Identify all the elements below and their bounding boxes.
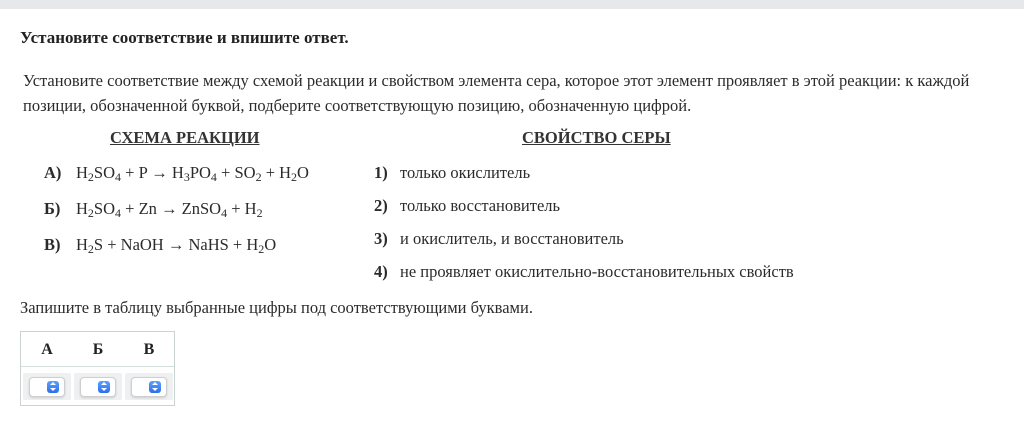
task-instructions: Установите соответствие между схемой реакции и свойством элемента сера, которое этот элемент проявляет в этой реакции: к каждой позиции, обозначенной буквой, подберите соответствующую позицию, обозначенную цифрой.	[23, 71, 970, 115]
answer-table-header	[21, 332, 174, 367]
answer-select-b[interactable]	[80, 377, 116, 397]
property-number: 4)	[374, 262, 388, 281]
updown-chevron-icon	[47, 381, 59, 393]
answer-table	[20, 331, 175, 406]
column-letter-a: А	[41, 341, 53, 358]
reaction-row-a	[44, 163, 309, 183]
reaction-letter: В)	[44, 235, 61, 254]
updown-chevron-icon	[149, 381, 161, 393]
top-bar	[0, 0, 1024, 9]
sulfur-property-header: СВОЙСТВО СЕРЫ	[522, 128, 671, 147]
property-text: не проявляет окислительно-восстановительных свойств	[400, 262, 794, 281]
reaction-letter: Б)	[44, 199, 61, 218]
reaction-equation: $H_2S$ + NaOH → NaHS + $H_2O$	[76, 235, 277, 256]
task-title: Установите соответствие и впишите ответ.	[20, 28, 349, 47]
property-item-4	[374, 262, 794, 282]
property-item-2	[374, 196, 560, 216]
reaction-equation: $H_2SO_4 + P \to H_3PO_4 + SO_2 + H_2O$	[76, 163, 309, 184]
property-item-3	[374, 229, 624, 249]
property-text: только восстановитель	[400, 196, 561, 215]
answer-instruction: Запишите в таблицу выбранные цифры под соответствующими буквами.	[20, 298, 533, 317]
property-text: только окислитель	[400, 163, 531, 182]
property-number: 1)	[374, 163, 388, 182]
column-letter-b: Б	[92, 341, 104, 358]
reaction-row-v	[44, 235, 276, 255]
property-item-1	[374, 163, 530, 183]
updown-chevron-icon	[98, 381, 110, 393]
answer-select-v[interactable]	[131, 377, 167, 397]
column-letter-v: В	[143, 341, 155, 358]
reaction-scheme-header: СХЕМА РЕАКЦИИ	[110, 128, 260, 147]
reaction-row-b	[44, 199, 263, 219]
reaction-letter: А)	[44, 163, 62, 182]
property-number: 2)	[374, 196, 388, 215]
property-text: и окислитель, и восстановитель	[400, 229, 624, 248]
answer-select-a[interactable]	[29, 377, 65, 397]
reaction-equation: $H_2SO_4 + Zn$ → ZnSO$_4$ + $H_2$	[76, 199, 263, 220]
property-number: 3)	[374, 229, 388, 248]
